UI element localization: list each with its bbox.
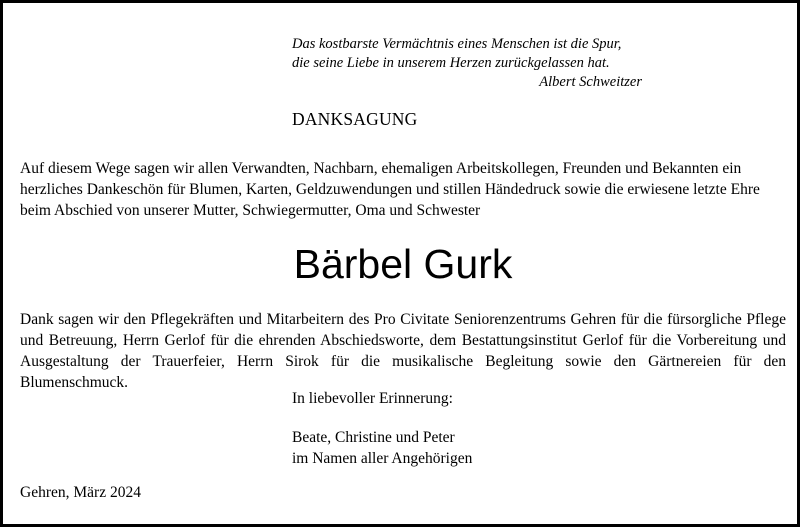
deceased-name: Bärbel Gurk [293,241,513,287]
quote-line: die seine Liebe in unserem Herzen zurückgelassen hat. [292,55,610,71]
quote-line: Das kostbarste Vermächtnis eines Menschen ist die Spur, [292,36,622,52]
place-date: Gehren, März 2024 [20,484,141,501]
signer-line: Beate, Christine und Peter [292,429,455,446]
thanks-paragraph: Dank sagen wir den Pflegekräften und Mitarbeitern des Pro Civitate Seniorenzentrums Gehren für die fürsorgliche Pflege und Betreuung, Herrn Gerlof für die ehrenden Abschiedsworte, dem Bestattungsinstitut Gerlof für die Vorbereitung und Ausgestaltung der Trauerfeier, Herrn Sirok für die musikalische Begleitung sowie den Gärtnereien für den Blumenschmuck. [20,311,786,391]
quote-author: Albert Schweitzer [539,74,642,90]
quote-block [292,35,652,92]
signer-line: im Namen aller Angehörigen [292,450,473,467]
closing-line: In liebevoller Erinnerung: [292,390,453,407]
intro-paragraph: Auf diesem Wege sagen wir allen Verwandten, Nachbarn, ehemaligen Arbeitskollegen, Freunden und Bekannten ein herzliches Dankeschön für Blumen, Karten, Geldzuwendungen und stillen Händedruck sowie die erwiesene letzte Ehre beim Abschied von unserer Mutter, Schwiegermutter, Oma und Schwester [20,160,760,219]
page-title: DANKSAGUNG [292,109,418,129]
signers-block [292,427,472,469]
